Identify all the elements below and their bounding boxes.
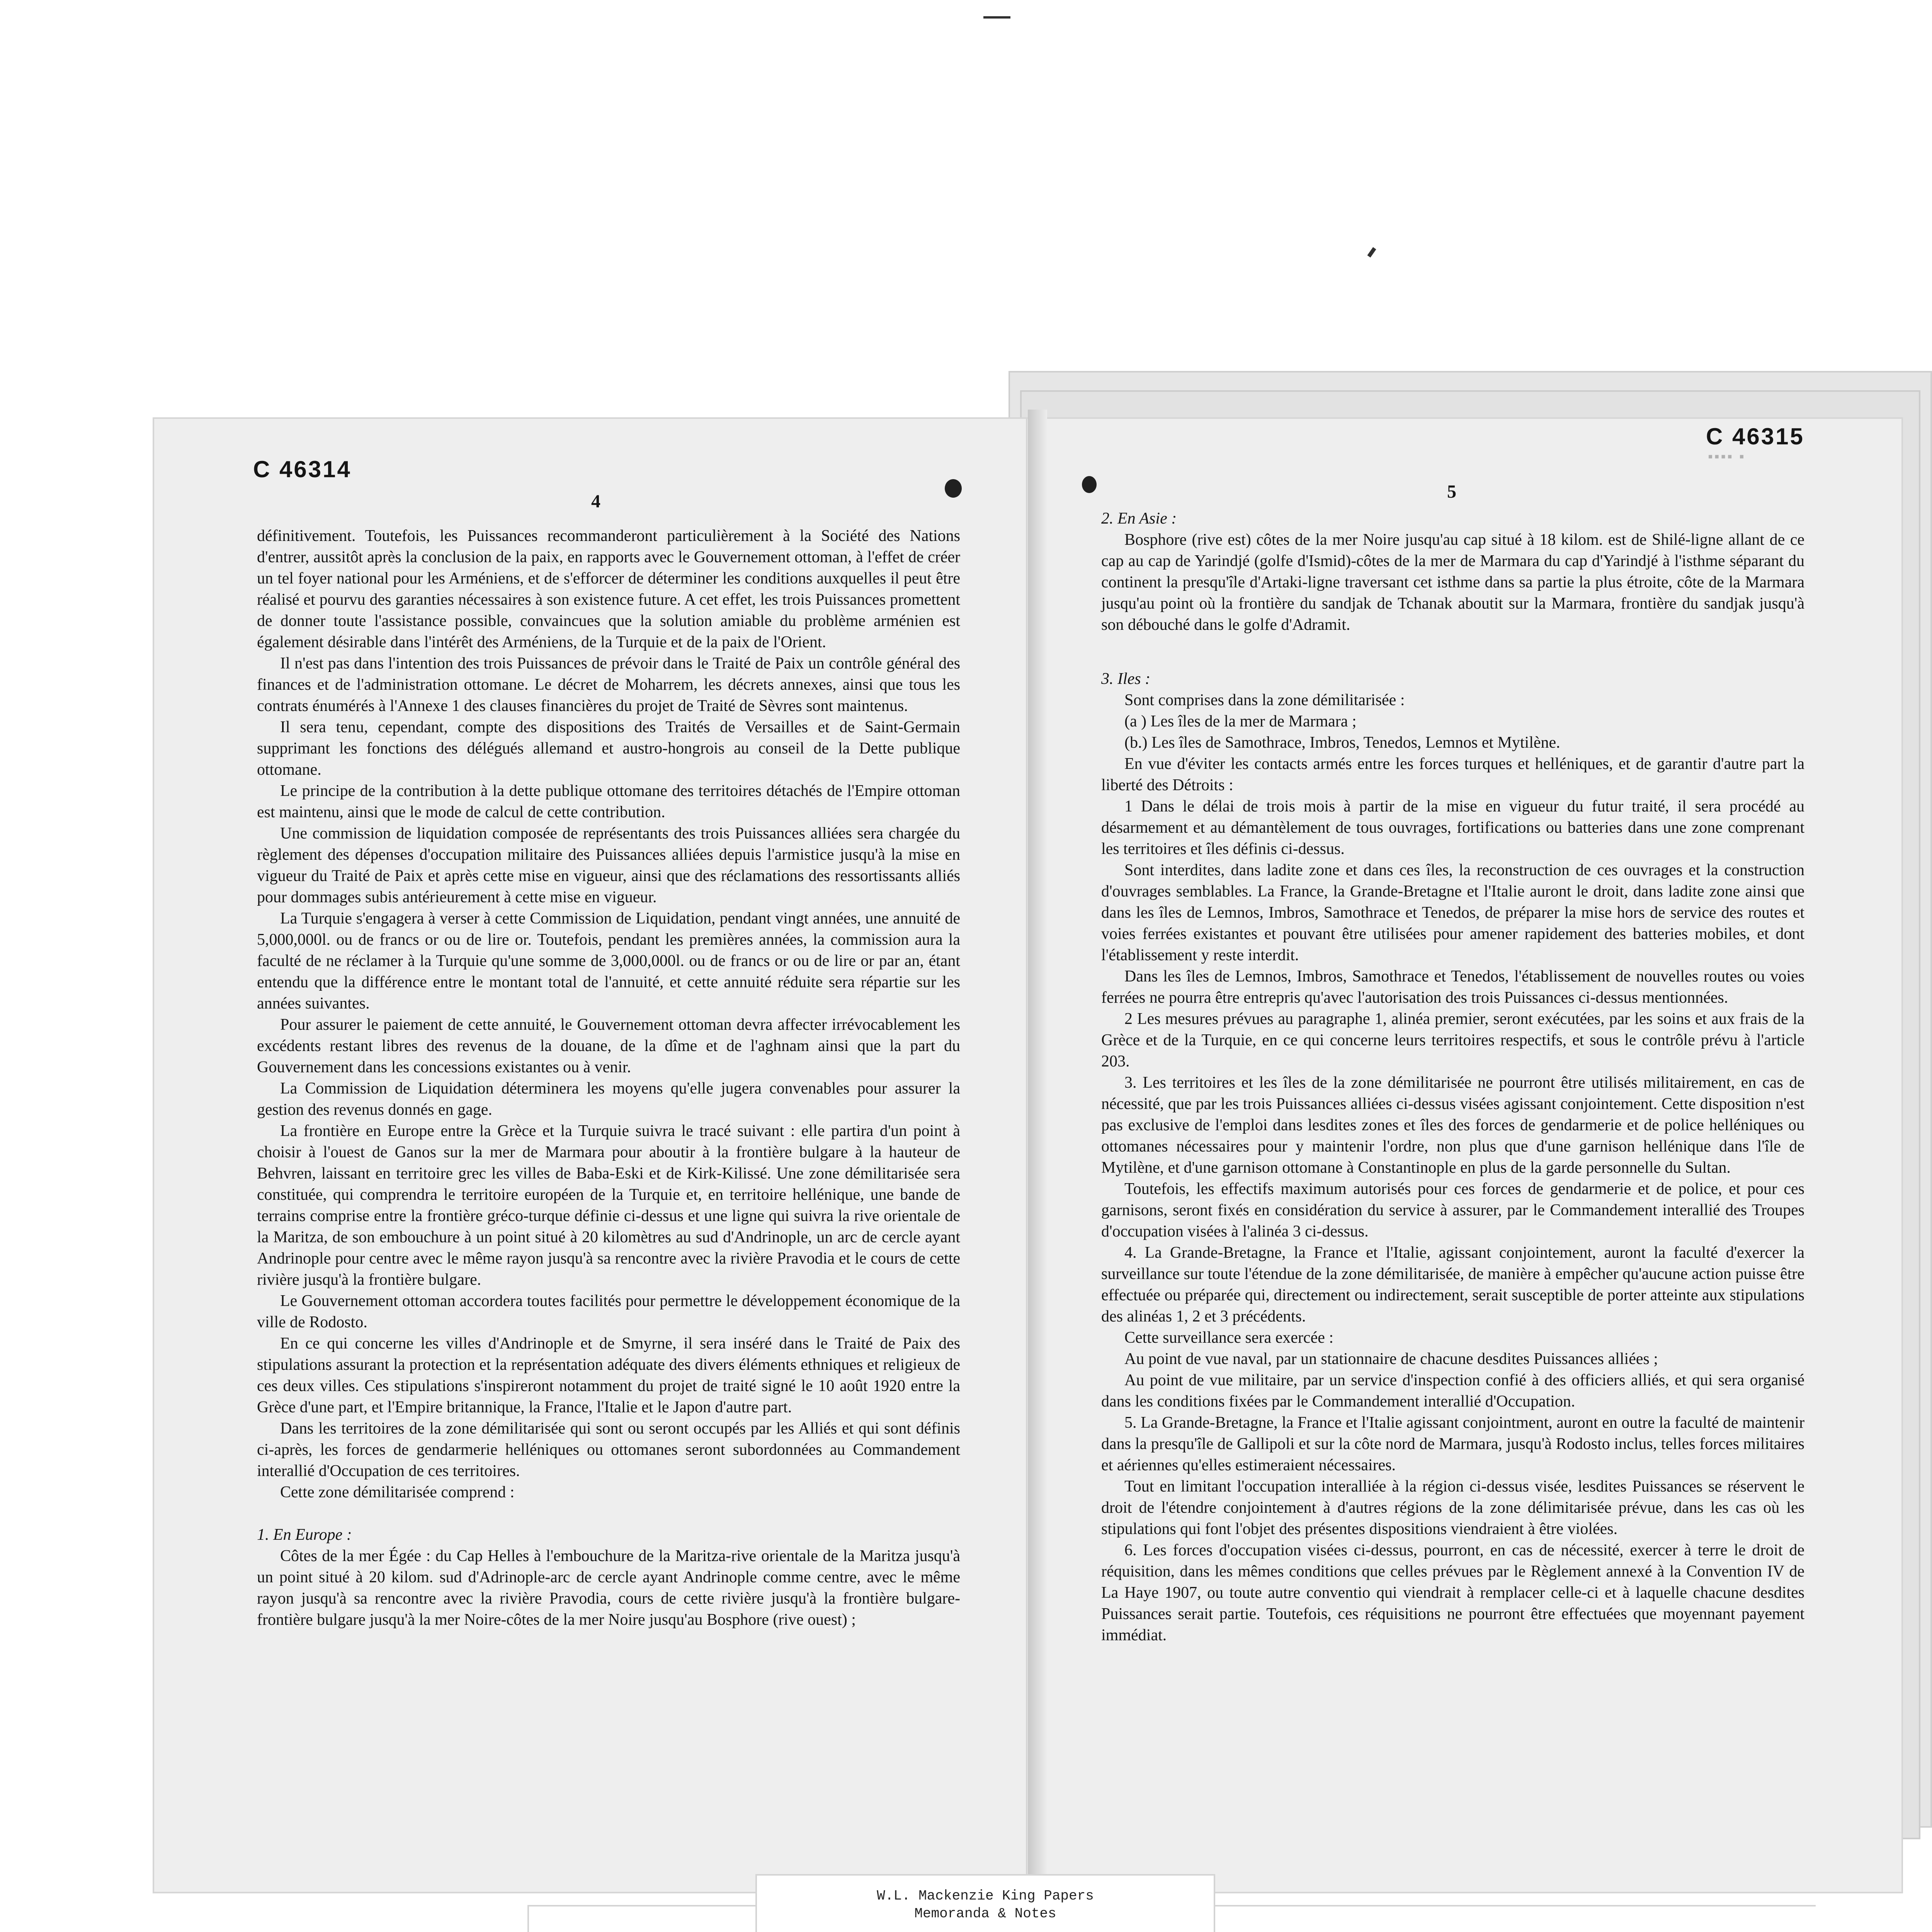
paragraph: Une commission de liquidation composée de représentants des trois Puissances alliées sera chargée du règlement des dépenses d'occupation militaire des Puissances alliées depuis l'armistice jusqu'à la mise en vigueur du Traité de Paix et après cette mise en vigueur, ainsi que des réclamations des ressortissants alliés pour dommages subis antérieurement à cette mise en vigueur. [257,825,960,906]
paragraph: Dans les îles de Lemnos, Imbros, Samothrace et Tenedos, l'établissement de nouvelles routes ou voies ferrées ne pourra être entrepris qu'avec l'autorisation des trois Puissances ci-dessus mentionnées. [1101,968,1804,1007]
paragraph: Dans les territoires de la zone démilitarisée qui sont ou seront occupés par les Alliés et qui sont définis ci-après, les forces de gendarmerie helléniques ou ottomanes seront subordonnées au Commandement interallié d'Occupation de ces territoires. [257,1420,960,1480]
paragraph: En vue d'éviter les contacts armés entre les forces turques et helléniques, et de garantir d'autre part la liberté des Détroits : [1101,755,1804,794]
paragraph: Sont comprises dans la zone démilitarisée : [1124,691,1405,709]
left-page-number: 4 [591,491,600,512]
paragraph: La frontière en Europe entre la Grèce et la Turquie suivra le tracé suivant : elle partira d'un point à choisir à l'ouest de Ganos sur la mer de Marmara pour aboutir à la frontière bulgare à la hauteur de Behvren, laissant en territoire grec les villes de Baba-Eski et de Kirk-Kilissé. Une zone démilitarisée sera constituée, qui comprendra le territoire européen de la Turquie et, en territoire hellénique, une bande de terrains comprise entre la frontière gréco-turque définie ci-dessus et une ligne qui suivra la rive orientale de la Maritza, de son embouchure à un point situé à 20 kilomètres au sud d'Andrinople, un arc de cercle ayant Andrinople pour centre avec le même rayon jusqu'à sa rencontre avec la rivière Pravodia et le cours de cette rivière jusqu'à la frontière bulgare. [257,1122,960,1289]
paragraph: Côtes de la mer Égée : du Cap Helles à l'embouchure de la Maritza-rive orientale de la Maritza jusqu'à un point situé à 20 kilom. sud d'Adrinople-arc de cercle ayant Andrinople comme centre, avec le même rayon jusqu'à sa rencontre avec la rivière Pravodia, cours de cette rivière jusqu'à la frontière bulgare-frontière bulgare jusqu'à la mer Noire-côtes de la mer Noire jusqu'au Bosphore (rive ouest) ; [257,1547,960,1629]
paragraph: Au point de vue naval, par un stationnaire de chacune desdites Puissances alliées ; [1124,1350,1658,1368]
paragraph: La Turquie s'engagera à verser à cette Commission de Liquidation, pendant vingt années, une annuité de 5,000,000l. ou de francs or ou de lire or. Toutefois, pendant les premières années, la commission aura la faculté de ne réclamer à la Turquie qu'une somme de 3,000,000l. ou de francs or ou de lire or par an, étant entendu que la différence entre le montant total de l'annuité, et cette annuité réduite sera répartie sur les années suivantes. [257,910,960,1012]
paragraph: 2 Les mesures prévues au paragraphe 1, alinéa premier, seront exécutées, par les soins et aux frais de la Grèce et de la Turquie, en ce qui concerne leurs territoires respectifs, et sous le contrôle prévu à l'article 203. [1101,1010,1804,1070]
left-reference-number: C 46314 [253,456,352,482]
paragraph: définitivement. Toutefois, les Puissances recommanderont particulièrement à la Société des Nations d'entrer, aussitôt après la conclusion de la paix, en rapports avec le Gouvernement ottoman, à l'effet de créer un tel foyer national pour les Arméniens, et de s'efforcer de déterminer les conditions auxquelles il peut être réalisé et pourvu des garanties nécessaires à son existence future. A cet effet, les trois Puissances promettent de donner toute l'assistance possible, convaincues que la solution amiable du problème arménien est également désirable dans l'intérêt des Arméniens, de la Turquie et de la paix de l'Orient. [257,527,960,651]
left-page-body [257,526,960,1631]
right-page-number: 5 [1447,481,1456,502]
section-heading-europe: 1. En Europe : [257,1526,352,1544]
paragraph: Toutefois, les effectifs maximum autorisés pour ces forces de gendarmerie et de police, et pour ces garnisons, seront fixés en considération du service à assurer, par le Commandement interallié des Troupes d'occupation visées à l'alinéa 3 ci-dessus. [1101,1180,1804,1240]
right-reference-number: C 46315 [1706,423,1804,449]
right-page-body [1101,508,1804,1646]
page-spine [1028,410,1047,1901]
ink-blot-right [1082,476,1097,493]
paragraph: Au point de vue militaire, par un service d'inspection confié à des officiers alliés, et qui sera organisé dans les conditions fixées par le Commandement interallié d'Occupation. [1101,1371,1804,1410]
paragraph: Cette zone démilitarisée comprend : [280,1483,515,1501]
section-heading-asia: 2. En Asie : [1101,510,1177,527]
paragraph: Sont interdites, dans ladite zone et dans ces îles, la reconstruction de ces ouvrages et la construction d'ouvrages semblables. La France, la Grande-Bretagne et l'Italie auront le droit, dans ladite zone ainsi que dans les îles de Lemnos, Imbros, Samothrace et Tenedos, de préparer la mise hors de service des routes et voies ferrées existantes et pouvant être utilisées pour amener rapidement des batteries mobiles, et dont l'établissement y reste interdit. [1101,861,1804,964]
top-scratch-mark [983,16,1010,19]
paragraph: Le principe de la contribution à la dette publique ottomane des territoires détachés de l'Empire ottoman est maintenu, ainsi que le mode de calcul de cette contribution. [257,782,960,821]
paragraph: Le Gouvernement ottoman accordera toutes facilités pour permettre le développement économique de la ville de Rodosto. [257,1292,960,1331]
collection-name: W.L. Mackenzie King Papers [877,1888,1094,1904]
paragraph: Tout en limitant l'occupation interalliée à la région ci-dessus visée, lesdites Puissances se réservent le droit de l'étendre conjointement à d'autres régions de la zone délimitarisée prévue, dans les cas où les stipulations qui font l'objet des présentes dispositions viendraient à être violées. [1101,1478,1804,1538]
collection-label [755,1874,1215,1932]
paragraph: 4. La Grande-Bretagne, la France et l'Italie, agissant conjointement, auront la faculté d'exercer la surveillance sur toute l'étendue de la zone démilitarisée, de manière à empêcher qu'aucune action puisse être effectuée ou préparée qui, directement ou indirectement, serait susceptible de porter atteinte aux stipulations des alinéas 1, 2 et 3 précédents. [1101,1244,1804,1325]
paragraph: 1 Dans le délai de trois mois à partir de la mise en vigueur du futur traité, il sera procédé au désarmement et au démantèlement de tous ouvrages, fortifications ou batteries dans une zone comprenant les territoires et îles définis ci-dessus. [1101,798,1804,858]
paragraph: Il n'est pas dans l'intention des trois Puissances de prévoir dans le Traité de Paix un contrôle général des finances et de l'administration ottomane. Le décret de Moharrem, les décrets annexes, ainsi que tous les contrats énumérés à l'Annexe 1 des clauses financières du projet de Traité de Sèvres sont maintenus. [257,655,960,715]
collection-subtitle: Memoranda & Notes [914,1906,1056,1922]
list-item: (b.) Les îles de Samothrace, Imbros, Tenedos, Lemnos et Mytilène. [1124,734,1560,752]
paragraph: Cette surveillance sera exercée : [1124,1329,1334,1347]
list-item: (a ) Les îles de la mer de Marmara ; [1124,713,1357,730]
paragraph: Bosphore (rive est) côtes de la mer Noire jusqu'au cap situé à 18 kilom. est de Shilé-ligne allant de ce cap au cap de Yarindjé (golfe d'Ismid)-côtes de la mer de Marmara du cap d'Yarindjé à l'isthme séparant du continent la presqu'île d'Artaki-ligne traversant cet isthme dans sa partie la plus étroite, côte de la Marmara jusqu'au point où la frontière du sandjak de Tchanak aboutit sur la Marmara, frontière du sandjak jusqu'à son débouché dans le golfe d'Adramit. [1101,531,1804,634]
faint-stamp: ▪▪▪▪ ▪ [1708,448,1746,464]
paragraph: Pour assurer le paiement de cette annuité, le Gouvernement ottoman devra affecter irrévocablement les excédents restant libres des revenus de la douane, de la dîme et de l'aghnam ainsi que la part du Gouvernement dans les concessions existantes ou à venir. [257,1016,960,1076]
paragraph: Il sera tenu, cependant, compte des dispositions des Traités de Versailles et de Saint-Germain supprimant les fonctions des délégués allemand et austro-hongrois au conseil de la Dette publique ottomane. [257,718,960,779]
paragraph: 3. Les territoires et les îles de la zone démilitarisée ne pourront être utilisés militairement, en cas de nécessité, que par les trois Puissances alliées ci-dessus visées agissant conjointement. Cette disposition n'est pas exclusive de l'emploi dans lesdites zones et îles des forces de gendarmerie et de police helléniques ou ottomanes nécessaires pour y maintenir l'ordre, non plus que d'une garnison hellénique dans l'île de Mytilène, et d'une garnison ottomane à Constantinople en plus de la garde personnelle du Sultan. [1101,1074,1804,1177]
section-heading-iles: 3. Iles : [1101,670,1151,688]
paragraph: 5. La Grande-Bretagne, la France et l'Italie agissant conjointment, auront en outre la faculté de maintenir dans la presqu'île de Gallipoli et sur la côte nord de Marmara, jusqu'à Rodosto inclus, telles forces militaires et aériennes qu'elles estimeraient nécessaires. [1101,1414,1804,1474]
paragraph: La Commission de Liquidation déterminera les moyens qu'elle jugera convenables pour assurer la gestion des revenus donnés en gage. [257,1080,960,1119]
margin-mark [1367,247,1376,257]
paragraph: En ce qui concerne les villes d'Andrinople et de Smyrne, il sera inséré dans le Traité de Paix des stipulations assurant la protection et la représentation adéquate des divers éléments ethniques et religieux de ces deux villes. Ces stipulations s'inspireront notamment du projet de traité signé le 10 août 1920 entre la Grèce d'une part, et l'Empire britannique, la France, l'Italie et le Japon d'autre part. [257,1335,960,1416]
paragraph: 6. Les forces d'occupation visées ci-dessus, pourront, en cas de nécessité, exercer à terre le droit de réquisition, dans les mêmes conditions que celles prévues par le Règlement annexé à la Convention IV de La Haye 1907, ou toute autre conventio qui viendrait à remplacer celle-ci et à laquelle chacune desdites Puissances serait partie. Toutefois, ces réquisitions ne pourront être effectuées que moyennant payement immédiat. [1101,1541,1804,1644]
ink-blot-left [945,479,962,498]
